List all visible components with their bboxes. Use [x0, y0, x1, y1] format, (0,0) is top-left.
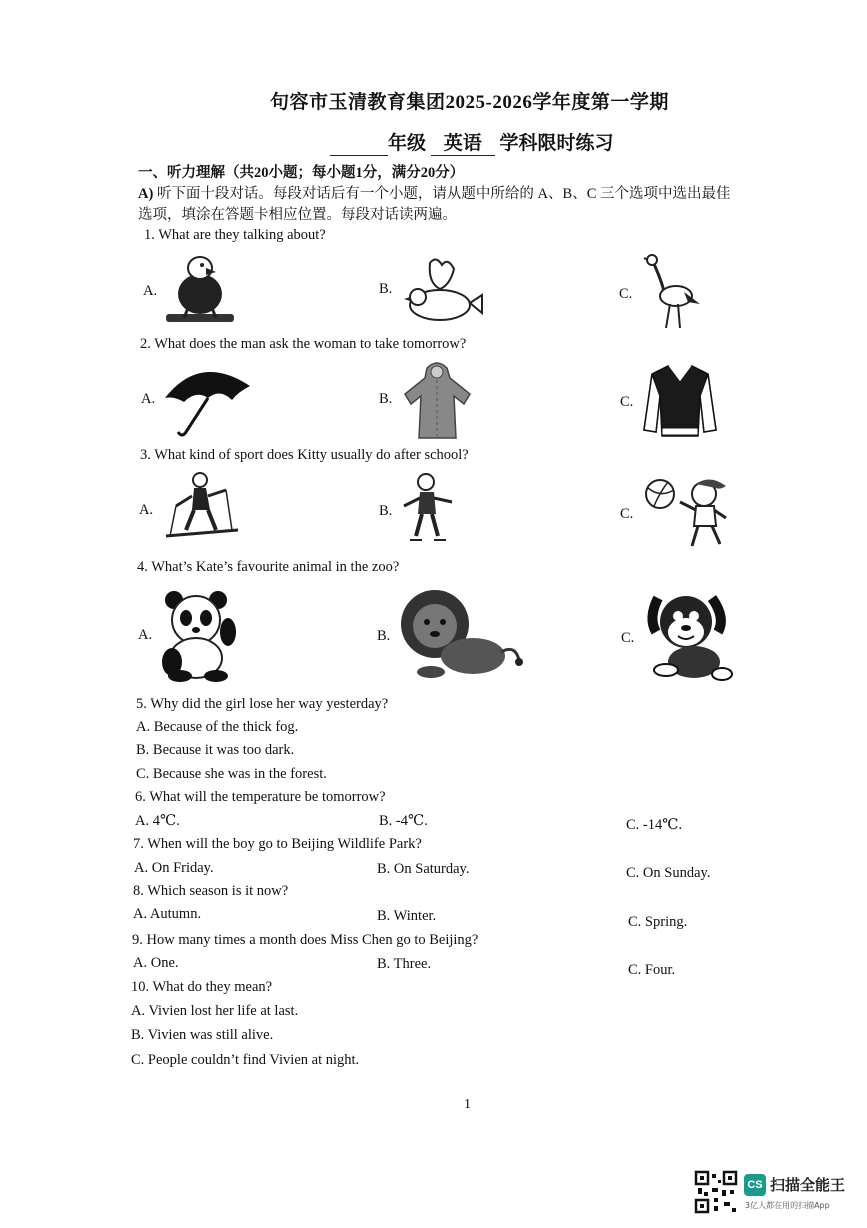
- grade-label: 年级: [388, 133, 427, 154]
- app-tagline: 3亿人都在用的扫描App: [745, 1201, 830, 1210]
- question-7: 7. When will the boy go to Beijing Wildlife Park?: [133, 836, 422, 852]
- q2-option-b: B.: [379, 391, 393, 407]
- q9-option-a: A. One.: [133, 955, 179, 971]
- question-3: 3. What kind of sport does Kitty usually do after school?: [140, 447, 469, 463]
- question-6: 6. What will the temperature be tomorrow?: [135, 789, 386, 805]
- q10-option-c: C. People couldn’t find Vivien at night.: [131, 1052, 360, 1068]
- crane-icon: [640, 252, 705, 332]
- app-name: 扫描全能王: [770, 1176, 846, 1194]
- question-4: 4. What’s Kate’s favourite animal in the zoo?: [137, 559, 400, 575]
- umbrella-icon: [160, 358, 255, 440]
- q4-option-a: A.: [138, 627, 153, 643]
- raincoat-icon: [400, 358, 475, 440]
- q6-option-a: A. 4℃.: [135, 813, 180, 829]
- q8-option-c: C. Spring.: [628, 914, 688, 930]
- q1-option-a: A.: [143, 283, 158, 299]
- section-heading: 一、听力理解（共20小题；每小题1分，满分20分）: [138, 165, 465, 181]
- part-a-label: A): [138, 186, 154, 202]
- exam-title: 句容市玉清教育集团2025-2026学年度第一学期: [270, 92, 669, 113]
- question-10: 10. What do they mean?: [131, 979, 273, 995]
- q10-option-b: B. Vivien was still alive.: [131, 1027, 274, 1043]
- question-2: 2. What does the man ask the woman to take tomorrow?: [140, 336, 467, 352]
- skating-icon: [398, 472, 458, 544]
- part-a-instruction-line1: [138, 183, 731, 206]
- eagle-icon: [160, 250, 240, 330]
- q3-option-a: A.: [139, 502, 154, 518]
- subject-label: 英语: [431, 128, 495, 156]
- q8-option-b: B. Winter.: [377, 908, 437, 924]
- q8-option-a: A. Autumn.: [133, 906, 202, 922]
- question-9: 9. How many times a month does Miss Chen go to Beijing?: [132, 932, 479, 948]
- q7-option-a: A. On Friday.: [134, 860, 214, 876]
- q3-option-c: C.: [620, 506, 634, 522]
- q2-option-a: A.: [141, 391, 156, 407]
- q1-option-c: C.: [619, 286, 633, 302]
- q6-option-c: C. -14℃.: [626, 817, 683, 833]
- grade-blank: [330, 133, 388, 156]
- q9-option-b: B. Three.: [377, 956, 432, 972]
- camscanner-logo: CS: [744, 1174, 766, 1196]
- q5-option-a: A. Because of the thick fog.: [136, 719, 299, 735]
- question-5: 5. Why did the girl lose her way yesterday?: [136, 696, 389, 712]
- lion-icon: [395, 588, 525, 680]
- skiing-icon: [162, 470, 242, 546]
- q3-option-b: B.: [379, 503, 393, 519]
- dog-icon: [642, 588, 742, 686]
- q7-option-b: B. On Saturday.: [377, 861, 470, 877]
- practice-label: 学科限时练习: [499, 133, 614, 154]
- q4-option-b: B.: [377, 628, 391, 644]
- dove-icon: [400, 255, 485, 330]
- q5-option-c: C. Because she was in the forest.: [136, 766, 327, 782]
- q6-option-b: B. -4℃.: [379, 813, 428, 829]
- page-number: 1: [464, 1097, 471, 1112]
- panda-icon: [158, 588, 242, 682]
- q10-option-a: A. Vivien lost her life at last.: [131, 1003, 299, 1019]
- q9-option-c: C. Four.: [628, 962, 676, 978]
- part-a-instruction-line2: 选项，填涂在答题卡相应位置。每段对话读两遍。: [138, 207, 457, 223]
- question-8: 8. Which season is it now?: [133, 883, 289, 899]
- q1-option-b: B.: [379, 281, 393, 297]
- instruction-text-1: 听下面十段对话。每段对话后有一个小题，请从题中所给的 A、B、C 三个选项中选出最佳: [156, 186, 731, 202]
- jacket-icon: [640, 360, 720, 442]
- q4-option-c: C.: [621, 630, 635, 646]
- q2-option-c: C.: [620, 394, 634, 410]
- question-1: 1. What are they talking about?: [144, 227, 326, 243]
- volleyball-icon: [640, 472, 740, 550]
- q5-option-b: B. Because it was too dark.: [136, 742, 295, 758]
- subtitle: [330, 128, 614, 156]
- qr-code-icon: [694, 1170, 738, 1214]
- q7-option-c: C. On Sunday.: [626, 865, 711, 881]
